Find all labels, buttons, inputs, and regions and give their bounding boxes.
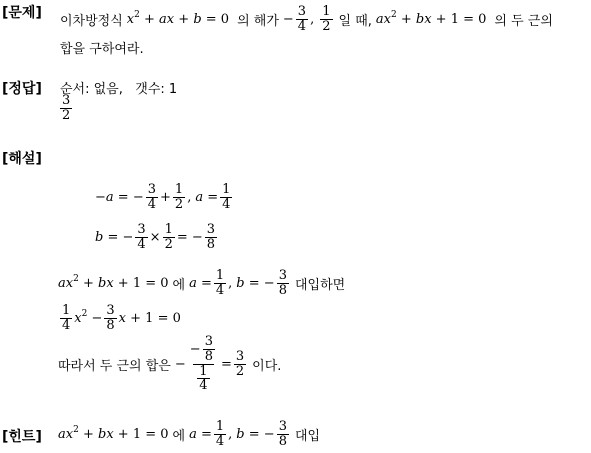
answer-count: 갯수: 1 xyxy=(135,82,178,97)
problem-text-line-2: 합을 구하여라. xyxy=(60,42,144,57)
problem-label: [문제] xyxy=(2,5,42,21)
compound-fraction: − $\frac{3}{8}$ $\frac{1}{4}$ xyxy=(189,334,213,394)
therefore-text: 따라서 두 근의 합은 xyxy=(58,358,171,374)
problem-text: 의 해가 xyxy=(237,13,279,29)
problem-text: 일 때, xyxy=(338,13,372,29)
solution-eq-1: −a = − $\frac{3}{4}$ + $\frac{1}{2}$ , a = $\frac{1}{4}$ xyxy=(95,181,231,212)
equation-2: $ax^2$ + bx + 1 = 0 xyxy=(375,9,487,27)
solution-eq-3: $\frac{1}{4}$ $x^2$ − $\frac{3}{8}$ x + 1 = 0 xyxy=(62,302,181,333)
fraction-3-4: $\frac{3}{4}$ xyxy=(297,3,307,34)
equation-1: $x^2$ + ax + b = 0 xyxy=(126,9,230,27)
substitute-text: 대입하면 xyxy=(294,277,346,293)
fraction-1-2: $\frac{1}{2}$ xyxy=(322,3,331,34)
answer-meta xyxy=(60,78,177,97)
hint-particle: 에 xyxy=(172,428,186,444)
answer-order: 순서: 없음, xyxy=(60,82,123,97)
problem-text: 의 두 근의 xyxy=(494,13,553,29)
answer-label: [정답] xyxy=(2,81,42,97)
hint-label: [힌트] xyxy=(2,429,42,445)
hint-tail: 대입 xyxy=(294,428,321,444)
problem-line-1: 이차방정식 $x^2$ + ax + b = 0 의 해가 − $\frac{3}{4}$ , $\frac{1}{2}$ 일 때, $ax^2$ + bx + 1 = 0 의 두 근의 xyxy=(60,3,553,34)
hint-line: $ax^2$ + bx + 1 = 0 에 a = $\frac{1}{4}$ , b = − $\frac{3}{8}$ 대입 xyxy=(58,418,321,449)
problem-text: 이차방정식 xyxy=(60,13,123,29)
solution-label: [해설] xyxy=(2,151,42,167)
particle-text: 에 xyxy=(172,277,186,293)
solution-substitute-line: $ax^2$ + bx + 1 = 0 에 a = $\frac{1}{4}$ , b = − $\frac{3}{8}$ 대입하면 xyxy=(58,267,346,298)
solution-conclusion: 따라서 두 근의 합은 − − $\frac{3}{8}$ $\frac{1}{4}$ = $\frac{3}{2}$ 이다. xyxy=(58,334,282,394)
solution-eq-2: b = − $\frac{3}{4}$ × $\frac{1}{2}$ = − $\frac{3}{8}$ xyxy=(95,221,216,252)
ida-text: 이다. xyxy=(252,358,282,374)
answer-value: $\frac{3}{2}$ xyxy=(62,93,71,123)
